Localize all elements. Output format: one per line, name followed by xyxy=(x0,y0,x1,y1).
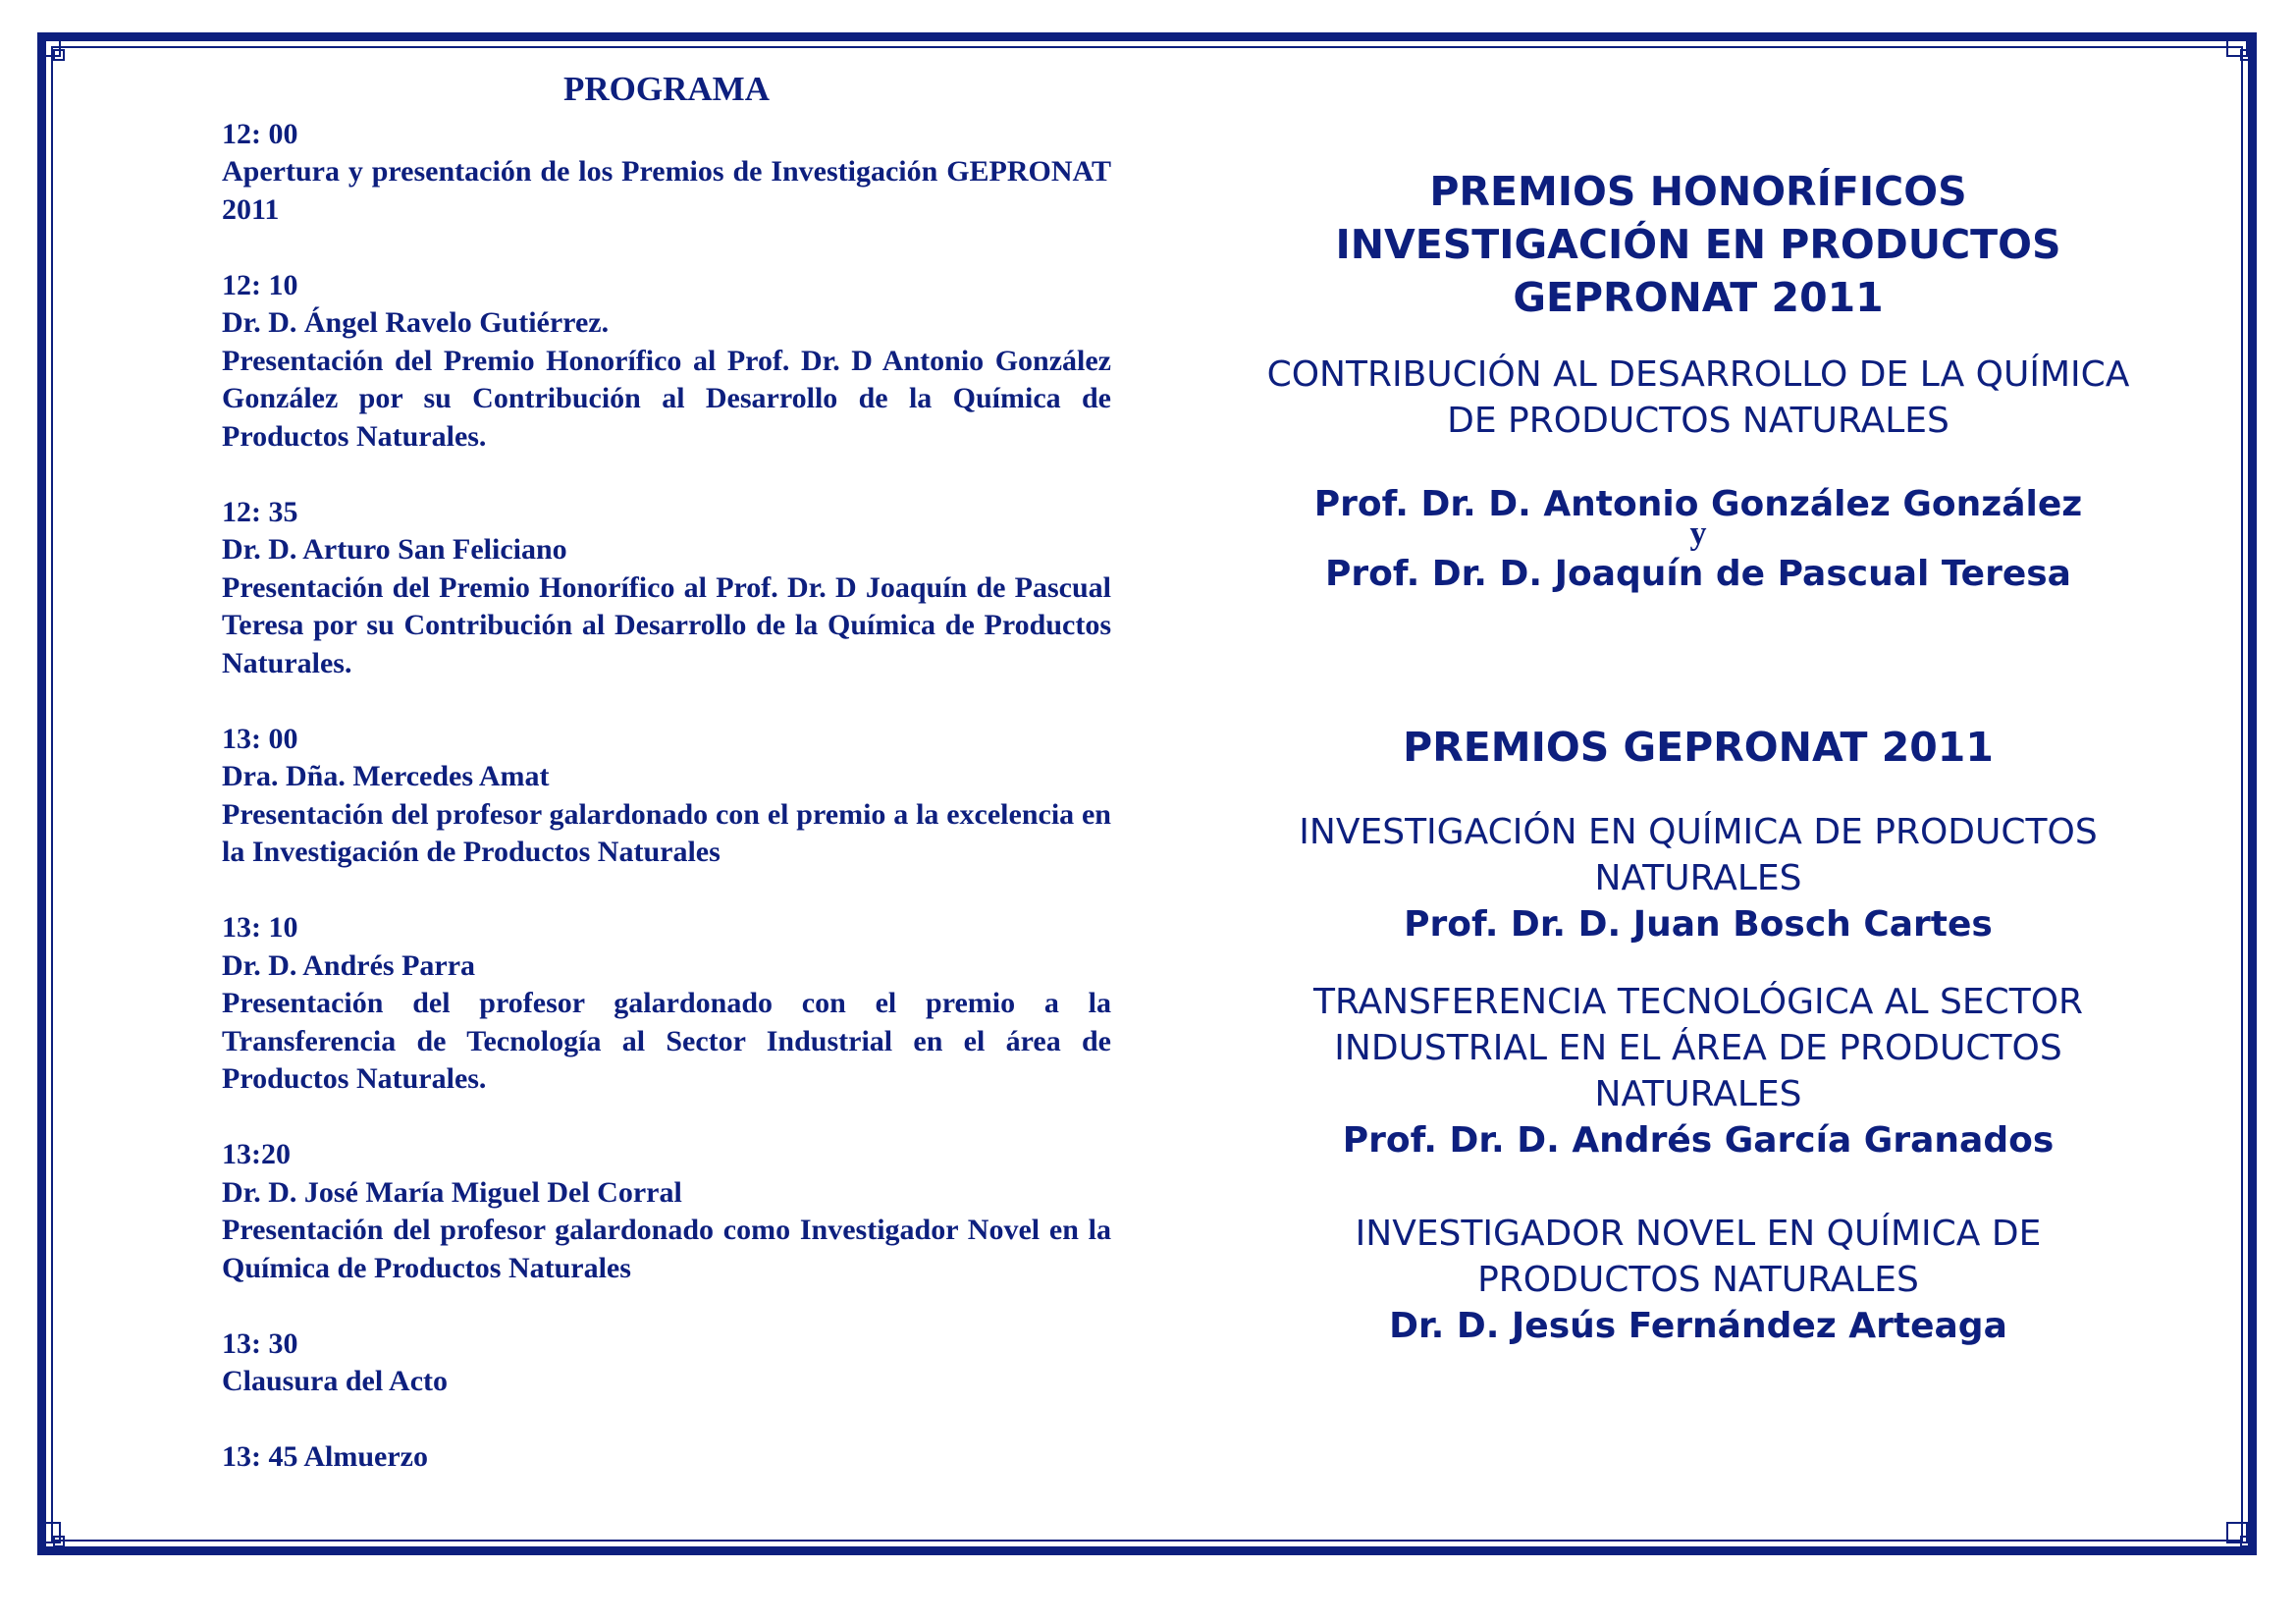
item-speaker: Dr. D. Arturo San Feliciano xyxy=(222,533,567,566)
awards-column xyxy=(1202,165,2194,1349)
award-winner: Prof. Dr. D. Juan Bosch Cartes xyxy=(1404,904,1993,945)
award-category-line: INDUSTRIAL EN EL ÁREA DE PRODUCTOS xyxy=(1334,1028,2062,1068)
programa-item xyxy=(222,116,1111,230)
item-description: Presentación del profesor galardonado como Investigador Novel en la Química de Productos Naturales xyxy=(222,1214,1111,1284)
item-time: 13: 00 xyxy=(222,722,298,755)
honorificos-section xyxy=(1202,165,2194,597)
honorificos-category-line: DE PRODUCTOS NATURALES xyxy=(1447,401,1949,441)
award-block xyxy=(1202,979,2194,1163)
honorificos-winner-1: Prof. Dr. D. Antonio González González xyxy=(1313,484,2083,524)
award-category-line: PRODUCTOS NATURALES xyxy=(1477,1260,1919,1300)
corner-ornament-bottom-left xyxy=(35,1518,77,1559)
honorificos-category-line: CONTRIBUCIÓN AL DESARROLLO DE LA QUÍMICA xyxy=(1266,354,2130,395)
item-speaker: Dr. D. José María Miguel Del Corral xyxy=(222,1175,682,1209)
programa-item xyxy=(222,909,1111,1099)
item-description: Apertura y presentación de los Premios de Investigación GEPRONAT 2011 xyxy=(222,155,1111,226)
item-description: Presentación del Premio Honorífico al Prof. Dr. D Antonio González González por su Contribución al Desarrollo de la Química de Productos Naturales. xyxy=(222,344,1111,453)
item-description: Presentación del profesor galardonado con el premio a la Transferencia de Tecnología al Sector Industrial en el área de Productos Naturales. xyxy=(222,987,1111,1095)
item-time: 13:20 xyxy=(222,1138,291,1170)
programa-item xyxy=(222,1438,1111,1477)
item-time: 12: 10 xyxy=(222,268,298,301)
honorificos-title-line: GEPRONAT 2011 xyxy=(1513,274,1884,321)
award-category-line: NATURALES xyxy=(1594,858,1802,898)
item-speaker: Dra. Dña. Mercedes Amat xyxy=(222,760,550,792)
programa-heading: PROGRAMA xyxy=(563,70,770,108)
item-description: Clausura del Acto xyxy=(222,1365,449,1397)
honorificos-winner-2: Prof. Dr. D. Joaquín de Pascual Teresa xyxy=(1325,554,2071,594)
honorificos-conjunction: y xyxy=(1689,515,1707,552)
item-speaker: Dr. D. Andrés Parra xyxy=(222,948,476,982)
item-description: Presentación del profesor galardonado con el premio a la excelencia en la Investigación de Productos Naturales xyxy=(222,797,1111,868)
award-category-line: NATURALES xyxy=(1594,1074,1802,1114)
corner-ornament-top-left xyxy=(35,31,77,73)
item-time: 13: 10 xyxy=(222,911,298,944)
item-speaker: Dr. D. Ángel Ravelo Gutiérrez. xyxy=(222,306,610,339)
corner-ornament-top-right xyxy=(2222,31,2264,73)
programa-column xyxy=(222,71,1111,1514)
programa-item xyxy=(222,494,1111,683)
award-category-line: INVESTIGACIÓN EN QUÍMICA DE PRODUCTOS xyxy=(1299,812,2098,852)
programa-item xyxy=(222,721,1111,872)
item-description: Presentación del Premio Honorífico al Prof. Dr. D Joaquín de Pascual Teresa por su Contribución al Desarrollo de la Química de Productos Naturales. xyxy=(222,570,1111,679)
award-winner: Dr. D. Jesús Fernández Arteaga xyxy=(1389,1306,2007,1346)
item-time: 12: 00 xyxy=(222,117,298,150)
award-block xyxy=(1202,1211,2194,1349)
award-category-line: TRANSFERENCIA TECNOLÓGICA AL SECTOR xyxy=(1312,982,2084,1022)
honorificos-title-line: INVESTIGACIÓN EN PRODUCTOS xyxy=(1335,221,2061,268)
gepronat-title: PREMIOS GEPRONAT 2011 xyxy=(1403,724,1994,771)
award-category-line: INVESTIGADOR NOVEL EN QUÍMICA DE xyxy=(1355,1214,2042,1254)
programa-item xyxy=(222,267,1111,457)
award-block xyxy=(1202,809,2194,947)
item-time: 12: 35 xyxy=(222,495,298,528)
award-winner: Prof. Dr. D. Andrés García Granados xyxy=(1342,1120,2055,1161)
corner-ornament-bottom-right xyxy=(2222,1518,2264,1559)
programa-item xyxy=(222,1136,1111,1287)
gepronat-section xyxy=(1202,721,2194,1349)
item-time: 13: 30 xyxy=(222,1326,298,1360)
honorificos-title-line: PREMIOS HONORÍFICOS xyxy=(1429,168,1967,215)
item-time: 13: 45 Almuerzo xyxy=(222,1440,428,1473)
programa-item xyxy=(222,1325,1111,1401)
